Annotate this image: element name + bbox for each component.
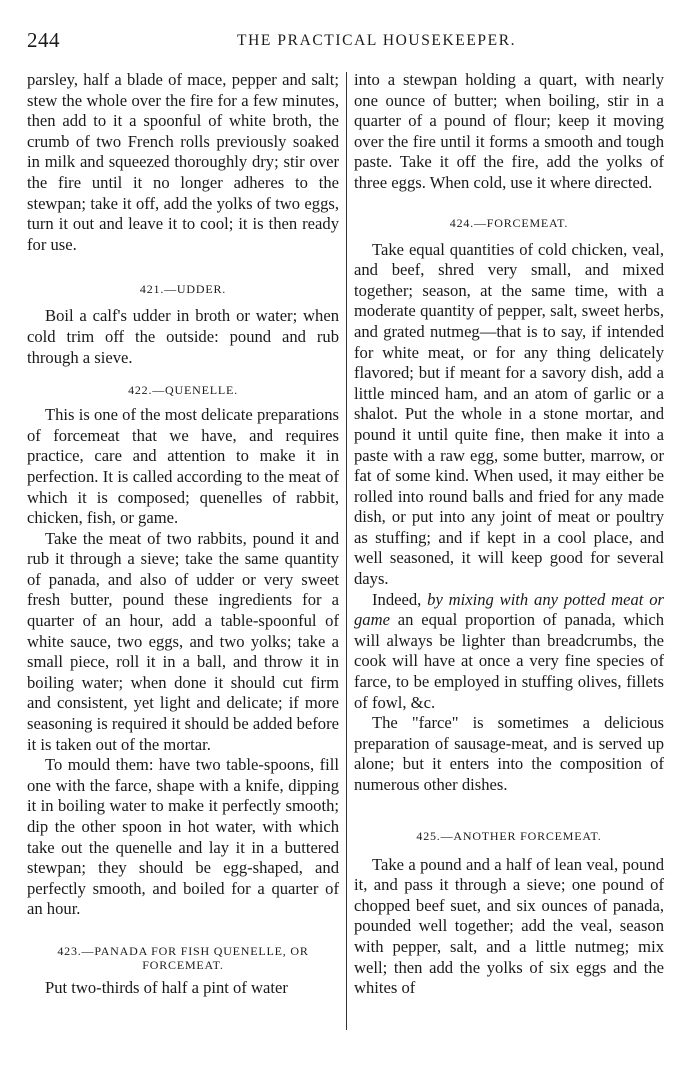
recipe-text-425: Take a pound and a half of lean veal, pound it, and pass it through a sieve; one pound of chopped beef suet, and six ounces of panada, pounded well together; add the veal, season with pepper, salt, and a little nutmeg; mix well; then add the yolks of six eggs and the whites of bbox=[354, 854, 664, 998]
recipe-heading-423: 423.—PANADA FOR FISH QUENELLE, OR FORCEMEAT. bbox=[57, 943, 309, 972]
column-divider bbox=[346, 72, 347, 1030]
recipe-text-422-b: Take the meat of two rabbits, pound it and rub it through a sieve; take the same quantity of panada, and also of udder or very sweet fresh butter, pound these ingredients for a quarter of an hour, add a table-spoonful of white sauce, two eggs, and two yolks; take a small piece, roll it in a ball, and throw it in boiling water; when done it should cut firm and consistent, yet light and delicate; if more seasoning is required it should be added before it is taken out of the mortar. bbox=[27, 528, 339, 754]
running-title: THE PRACTICAL HOUSEKEEPER. bbox=[237, 32, 517, 49]
recipe-text-423: Put two-thirds of half a pint of water bbox=[45, 977, 288, 997]
recipe-text-424-a: Take equal quantities of cold chicken, veal, and beef, shred very small, and mixed together; season, at the same time, with a moderate quantity of pepper, salt, sweet herbs, and grated nutmeg—that is to say, if intended for white meat, or for any thing delicately flavored; but if meant for a savory dish, add a little minced ham, and an atom of garlic or a shalot. Put the whole in a stone mortar, and pound it until quite fine, then make it into a paste with a raw egg, some butter, marrow, or fat of some kind. When used, it may either be rolled into round balls and fried for any made dish, or put into any joint of meat or poultry as stuffing; and if kept in a cool place, and well seasoned, it will keep good for several days. bbox=[354, 239, 664, 589]
recipe-heading-422: 422.—QUENELLE. bbox=[128, 383, 238, 398]
page-header bbox=[27, 28, 667, 52]
italic-phrase: by mixing with any potted meat or game bbox=[354, 589, 664, 630]
recipe-heading-421: 421.—UDDER. bbox=[139, 282, 227, 297]
recipe-text-421: Boil a calf's udder in broth or water; when cold trim off the outside: pound and rub through a sieve. bbox=[27, 306, 339, 367]
recipe-text-424-c: The "farce" is sometimes a delicious preparation of sausage-meat, and is served up alone; but it enters into the composition of numerous other dishes. bbox=[354, 713, 664, 794]
recipe-heading-424: 424.—FORCEMEAT. bbox=[449, 215, 569, 230]
recipe-text-422-c: To mould them: have two table-spoons, fill one with the farce, shape with a knife, dipping it in boiling water to make it perfectly smooth; dip the other spoon in hot water, with which take out the quenelle and lay it in a buttered stewpan; they should be egg-shaped, and perfectly smooth, and boiled for a quarter of an hour. bbox=[27, 755, 339, 919]
paragraph-continued-right: into a stewpan holding a quart, with nearly one ounce of butter; when boiling, stir in a quarter of a pound of flour; keep it moving over the fire until it forms a smooth and tough paste. Take it off the fire, add the yolks of three eggs. When cold, use it where directed. bbox=[354, 70, 664, 192]
page-number: 244 bbox=[27, 28, 60, 52]
recipe-text-422-a: This is one of the most delicate preparations of forcemeat that we have, and requires practice, care and attention to make it in perfection. It is called according to the meat of which it is composed; quenelles of rabbit, chicken, fish, or game. bbox=[27, 405, 339, 528]
left-column bbox=[27, 70, 339, 999]
recipe-heading-425: 425.—ANOTHER FORCEMEAT. bbox=[416, 828, 602, 843]
paragraph-continued: parsley, half a blade of mace, pepper and salt; stew the whole over the fire for a few minutes, then add to it a spoonful of white broth, the crumb of two French rolls previously soaked in milk and squeezed thoroughly dry; stir over the fire until it no longer adheres to the stewpan; take it off, add the yolks of two eggs, turn it out and leave it to cool; it is then ready for use. bbox=[27, 70, 339, 254]
recipe-text-424-b: Indeed, by mixing with any potted meat or game an equal proportion of panada, which will always be lighter than breadcrumbs, the cook will have at once a very fine species of farce, to be employed in stuffing olives, fillets of fowl, &c. bbox=[354, 589, 664, 712]
right-column bbox=[354, 70, 664, 999]
